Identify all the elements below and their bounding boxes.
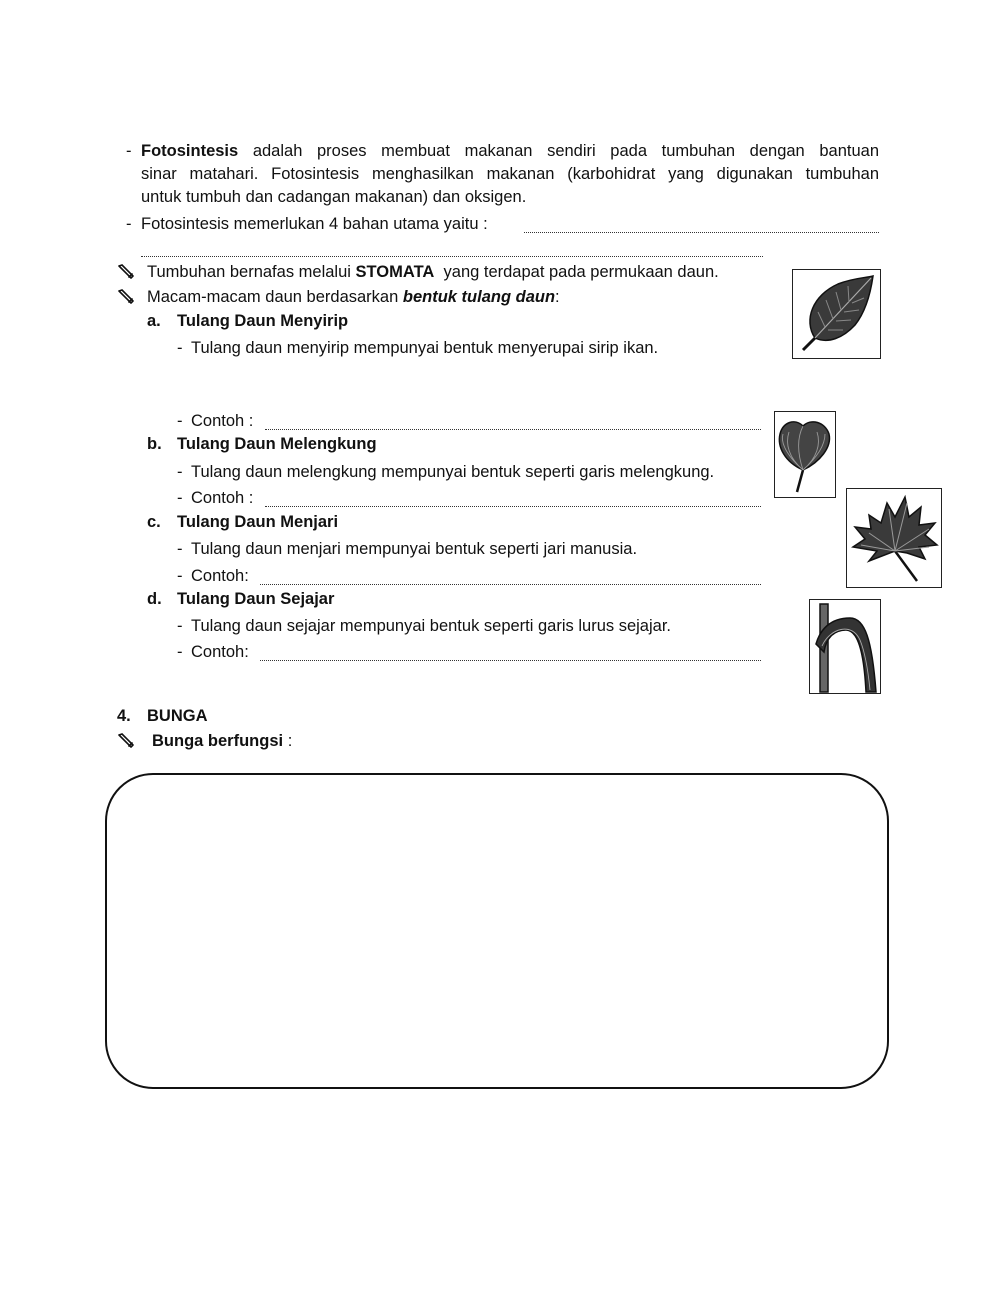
pinnate-leaf-icon (792, 269, 881, 359)
answer-line-example-c[interactable] (260, 584, 761, 585)
photosynthesis-needs: Fotosintesis memerlukan 4 bahan utama yaitu : (141, 215, 488, 233)
pencil-icon (117, 288, 135, 306)
leaf-intro-after: : (555, 288, 560, 306)
dash: - (177, 617, 183, 635)
photosynthesis-line-2: sinar matahari. Fotosintesis menghasilkan makanan (karbohidrat yang digunakan tumbuhan (141, 165, 879, 183)
answer-line-example-d[interactable] (260, 660, 761, 661)
leaf-type-b-desc: Tulang daun melengkung mempunyai bentuk seperti garis melengkung. (191, 463, 715, 481)
curved-leaf-icon (774, 411, 836, 498)
dash: - (126, 142, 132, 160)
leaf-type-b-title: Tulang Daun Melengkung (177, 435, 377, 453)
leaf-type-d-desc: Tulang daun sejajar mempunyai bentuk seperti garis lurus sejajar. (191, 617, 671, 635)
answer-line-example-b[interactable] (265, 506, 761, 507)
leaf-intro-term: bentuk tulang daun (402, 288, 556, 306)
section-heading: BUNGA (147, 707, 208, 725)
leaf-type-a-letter: a. (147, 312, 161, 330)
leaf-type-d-title: Tulang Daun Sejajar (177, 590, 335, 608)
dash: - (177, 463, 183, 481)
flower-function (152, 731, 292, 751)
leaf-type-c-letter: c. (147, 513, 161, 531)
photosynthesis-term: Fotosintesis (141, 142, 239, 160)
flower-function-colon: : (287, 732, 293, 750)
photosynthesis-line1-rest: adalah proses membuat makanan sendiri pada tumbuhan dengan bantuan (252, 142, 879, 160)
leaf-intro-before: Macam-macam daun berdasarkan (147, 288, 399, 306)
dash: - (177, 339, 183, 357)
leaf-type-d-example: Contoh: (191, 643, 249, 661)
stomata-term: STOMATA (355, 263, 435, 281)
leaf-type-a-example: Contoh : (191, 412, 254, 430)
stomata-after: yang terdapat pada permukaan daun. (443, 263, 719, 281)
leaf-type-a-title: Tulang Daun Menyirip (177, 312, 349, 330)
answer-line-example-a[interactable] (265, 429, 761, 430)
palmate-leaf-icon (846, 488, 942, 588)
photosynthesis-line-3: untuk tumbuh dan cadangan makanan) dan oksigen. (141, 188, 527, 206)
pencil-icon (117, 263, 135, 281)
dash: - (177, 567, 183, 585)
leaf-type-a-desc: Tulang daun menyirip mempunyai bentuk menyerupai sirip ikan. (191, 339, 659, 357)
dash: - (177, 643, 183, 661)
stomata-sentence (147, 262, 719, 282)
section-number: 4. (117, 707, 131, 725)
leaf-type-c-desc: Tulang daun menjari mempunyai bentuk seperti jari manusia. (191, 540, 638, 558)
answer-line-needs-1[interactable] (524, 232, 879, 233)
stomata-before: Tumbuhan bernafas melalui (147, 263, 351, 281)
leaf-type-c-title: Tulang Daun Menjari (177, 513, 339, 531)
answer-box[interactable] (105, 773, 889, 1089)
leaf-type-c-example: Contoh: (191, 567, 249, 585)
leaf-types-intro (147, 287, 560, 307)
leaf-type-b-example: Contoh : (191, 489, 254, 507)
leaf-type-d-letter: d. (147, 590, 162, 608)
answer-line-needs-2[interactable] (141, 256, 763, 257)
flower-function-label: Bunga berfungsi (152, 732, 284, 750)
dash: - (126, 215, 132, 233)
pencil-icon (117, 732, 135, 750)
dash: - (177, 489, 183, 507)
photosynthesis-line-1 (141, 141, 879, 161)
leaf-type-b-letter: b. (147, 435, 162, 453)
dash: - (177, 412, 183, 430)
parallel-leaf-icon (809, 599, 881, 694)
dash: - (177, 540, 183, 558)
